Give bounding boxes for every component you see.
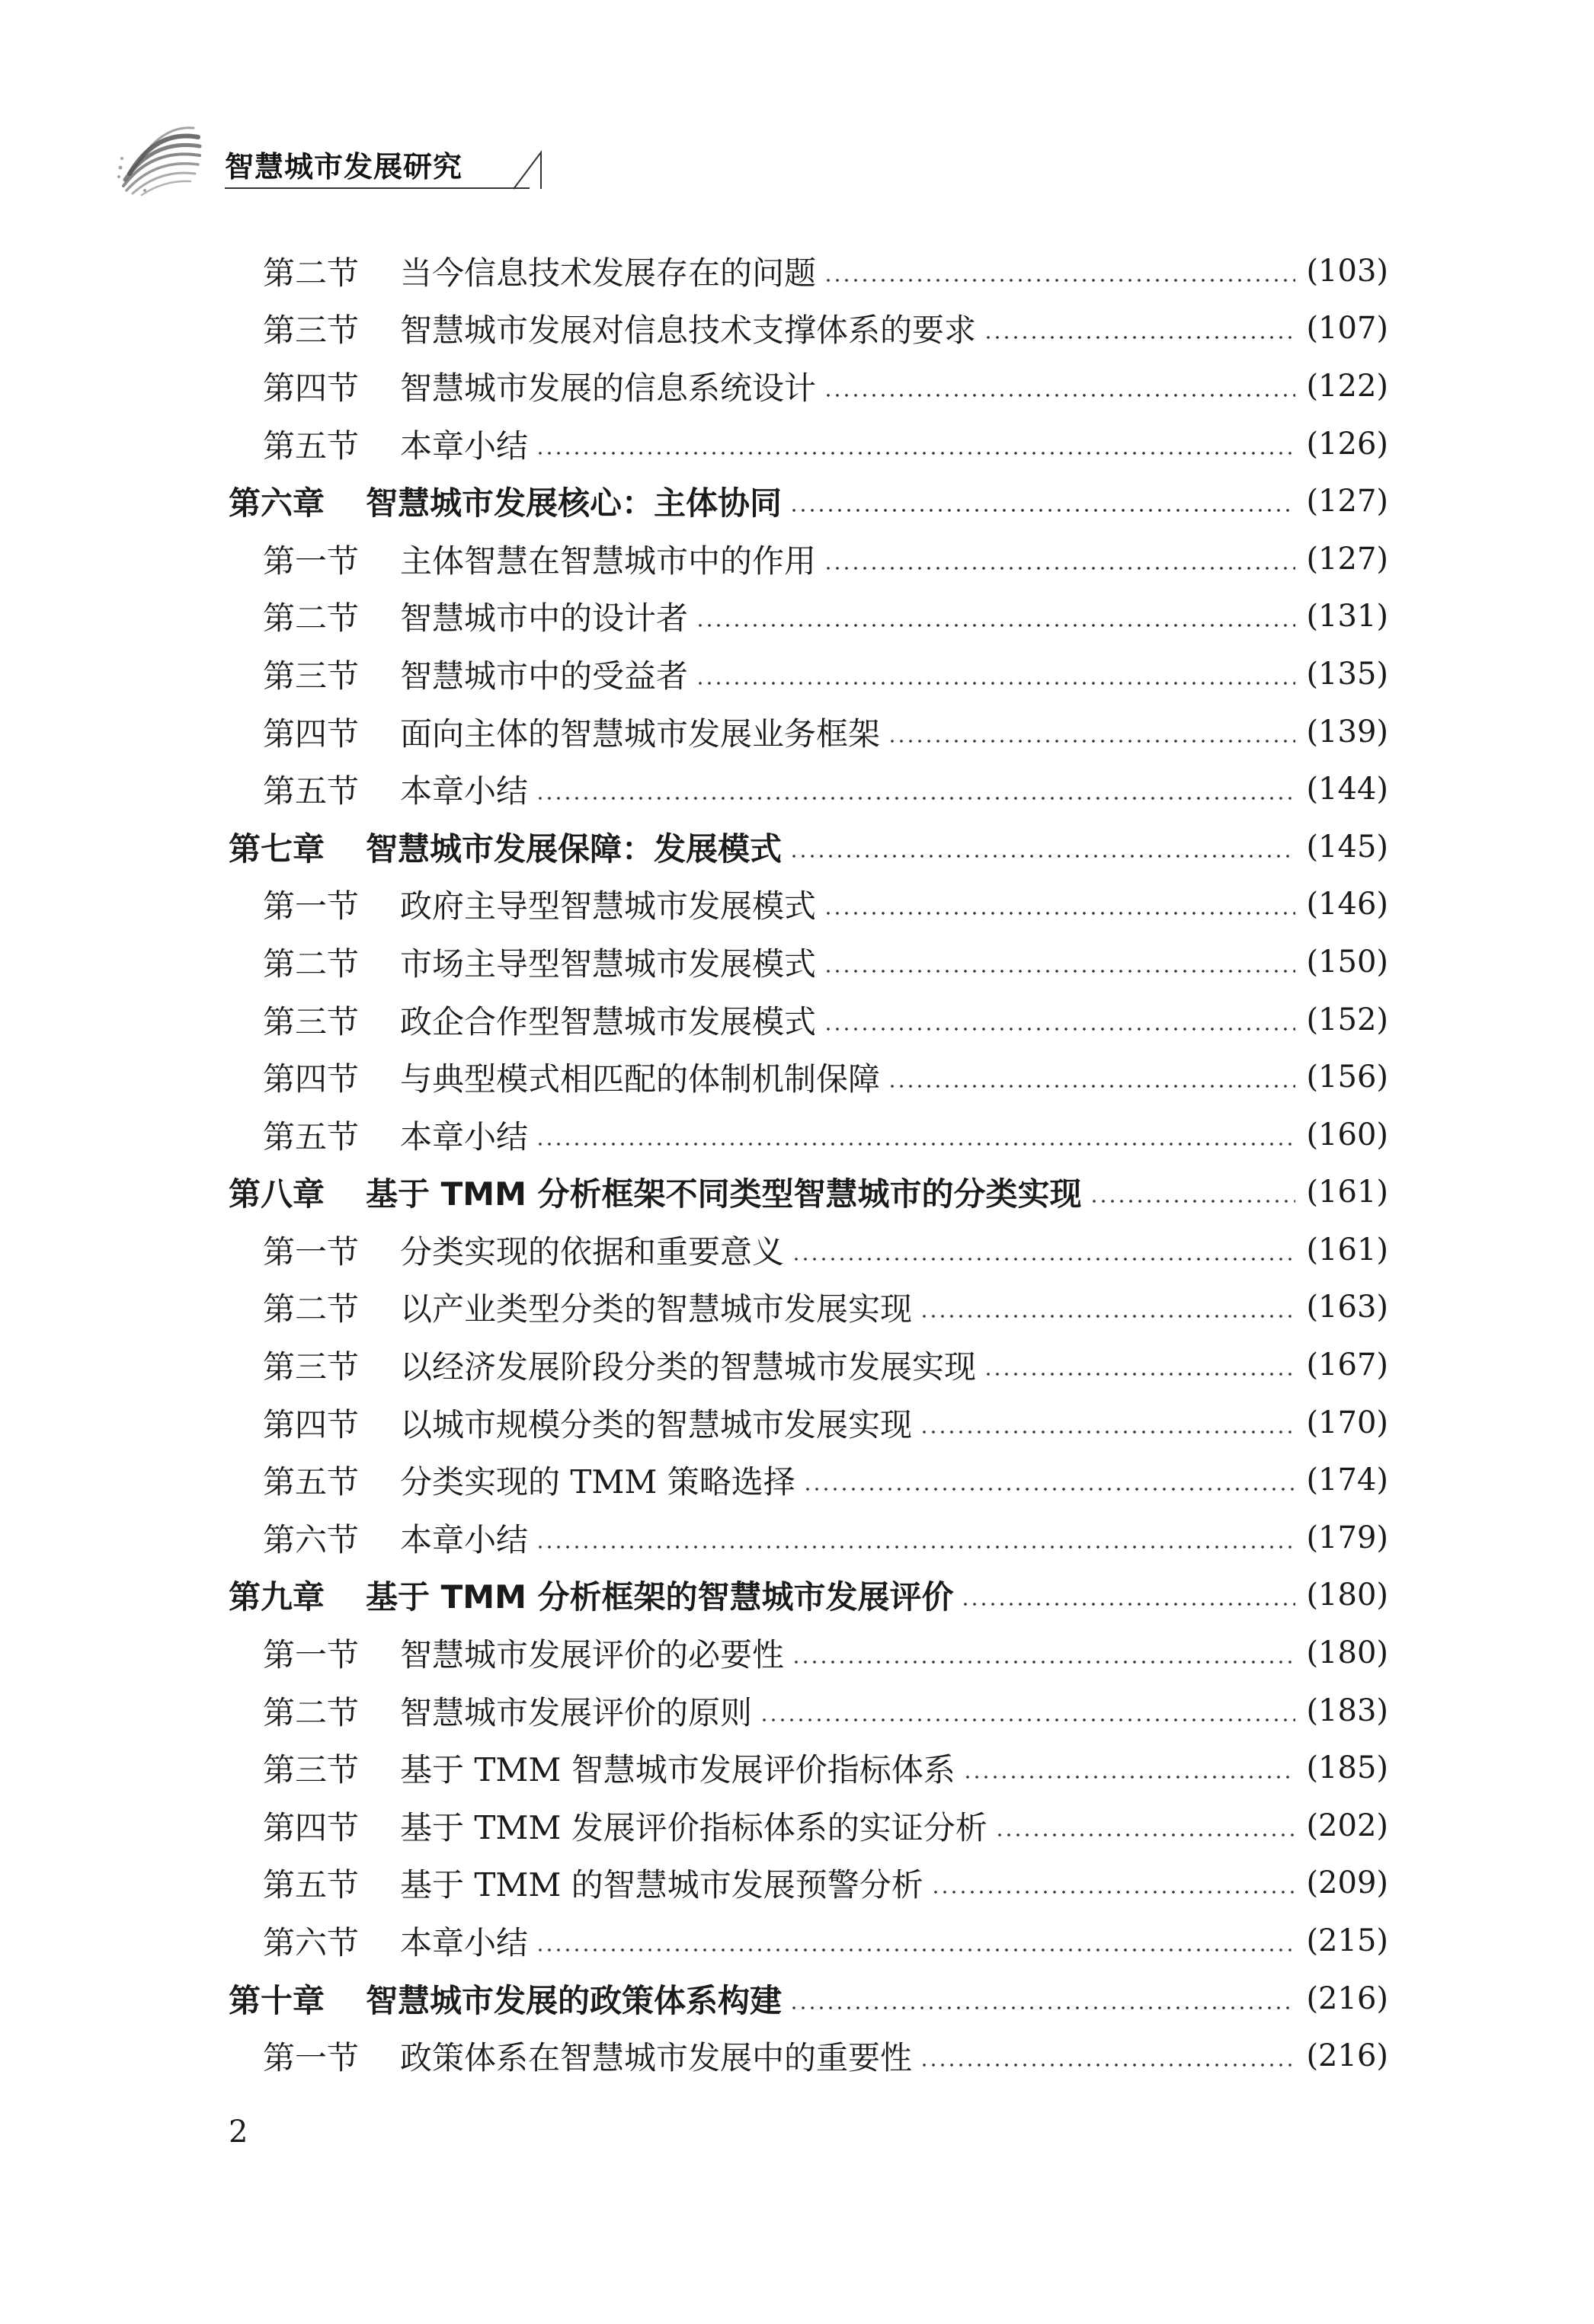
toc-entry-title: 智慧城市发展的政策体系构建 [366, 1981, 783, 2019]
toc-section-entry [229, 1855, 1388, 1913]
dot-leader [931, 1890, 1295, 1894]
toc-entry-page: (170) [1306, 1405, 1388, 1440]
dot-leader [536, 451, 1295, 456]
toc-entry-title: 政策体系在智慧城市发展中的重要性 [400, 2039, 913, 2077]
toc-entry-title: 分类实现的依据和重要意义 [400, 1232, 785, 1271]
toc-entry-page: (209) [1306, 1865, 1388, 1901]
swirl-logo-icon [114, 114, 206, 198]
toc-entry-title: 本章小结 [400, 427, 529, 465]
toc-entry-title: 市场主导型智慧城市发展模式 [400, 945, 817, 983]
toc-chapter-entry [229, 472, 1388, 530]
toc-entry-page: (174) [1306, 1462, 1388, 1498]
toc-entry-number: 第一节 [263, 1636, 360, 1674]
toc-entry-number: 第三节 [263, 1348, 360, 1386]
toc-entry-number: 第三节 [263, 1002, 360, 1041]
toc-section-entry [229, 1451, 1388, 1509]
toc-section-entry [229, 1739, 1388, 1797]
toc-entry-page: (215) [1306, 1923, 1388, 1959]
toc-section-entry [229, 2027, 1388, 2085]
toc-entry-page: (131) [1306, 599, 1388, 635]
toc-entry-title: 本章小结 [400, 1117, 529, 1156]
toc-entry-title: 以城市规模分类的智慧城市发展实现 [400, 1405, 913, 1443]
toc-entry-title: 智慧城市中的受益者 [400, 657, 689, 695]
toc-entry-title: 主体智慧在智慧城市中的作用 [400, 542, 817, 580]
toc-section-entry [229, 1336, 1388, 1394]
toc-entry-number: 第六节 [263, 1924, 360, 1962]
toc-entry-page: (160) [1306, 1117, 1388, 1152]
toc-entry-number: 第五节 [263, 1117, 360, 1156]
toc-entry-number: 第三节 [263, 312, 360, 350]
toc-chapter-entry [229, 818, 1388, 876]
toc-entry-title: 基于 TMM 的智慧城市发展预警分析 [400, 1866, 923, 1904]
toc-entry-number: 第五节 [263, 1866, 360, 1904]
toc-entry-page: (152) [1306, 1002, 1388, 1037]
toc-entry-number: 第九章 [229, 1578, 325, 1616]
dot-leader [792, 1257, 1295, 1261]
toc-entry-number: 第四节 [263, 369, 360, 407]
toc-section-entry [229, 588, 1388, 646]
toc-entry-page: (202) [1306, 1808, 1388, 1843]
toc-entry-number: 第六章 [229, 484, 325, 523]
dot-leader [920, 1430, 1295, 1434]
toc-entry-number: 第五节 [263, 1463, 360, 1501]
toc-section-entry [229, 876, 1388, 934]
dot-leader [961, 1602, 1295, 1606]
toc-entry-number: 第二节 [263, 1693, 360, 1731]
dot-leader [824, 566, 1295, 571]
toc-entry-page: (183) [1306, 1693, 1388, 1728]
toc-entry-title: 智慧城市发展评价的原则 [400, 1693, 753, 1731]
toc-entry-title: 本章小结 [400, 772, 529, 810]
toc-entry-page: (163) [1306, 1290, 1388, 1325]
toc-entry-title: 与典型模式相匹配的体制机制保障 [400, 1060, 881, 1098]
toc-entry-page: (127) [1306, 541, 1388, 577]
dot-leader [995, 1833, 1295, 1837]
dot-leader [920, 2063, 1295, 2067]
toc-section-entry [229, 1221, 1388, 1279]
toc-section-entry [229, 703, 1388, 761]
toc-entry-number: 第二节 [263, 254, 360, 292]
toc-entry-title: 政企合作型智慧城市发展模式 [400, 1002, 817, 1041]
toc-section-entry [229, 300, 1388, 358]
dot-leader [888, 1084, 1295, 1088]
toc-chapter-entry [229, 1164, 1388, 1222]
toc-entry-page: (180) [1306, 1578, 1388, 1613]
toc-entry-number: 第七章 [229, 830, 325, 868]
toc-chapter-entry [229, 1970, 1388, 2028]
toc-entry-page: (179) [1306, 1520, 1388, 1555]
toc-section-entry [229, 1279, 1388, 1337]
dot-leader [824, 278, 1295, 283]
toc-entry-number: 第一节 [263, 1232, 360, 1271]
dot-leader [888, 739, 1295, 743]
toc-entry-number: 第一节 [263, 542, 360, 580]
running-header [114, 114, 541, 198]
toc-section-entry [229, 1912, 1388, 1970]
toc-section-entry [229, 1624, 1388, 1682]
toc-section-entry [229, 933, 1388, 991]
toc-entry-number: 第三节 [263, 1751, 360, 1789]
dot-leader [920, 1314, 1295, 1319]
toc-entry-page: (144) [1306, 772, 1388, 807]
dot-leader [536, 796, 1295, 801]
toc-entry-page: (122) [1306, 368, 1388, 404]
toc-entry-page: (107) [1306, 311, 1388, 347]
toc-entry-number: 第四节 [263, 1060, 360, 1098]
toc-entry-page: (126) [1306, 426, 1388, 462]
toc-entry-page: (103) [1306, 253, 1388, 289]
toc-entry-page: (156) [1306, 1060, 1388, 1095]
toc-section-entry [229, 1394, 1388, 1452]
toc-entry-page: (127) [1306, 484, 1388, 519]
dot-leader [792, 1660, 1295, 1664]
toc-section-entry [229, 530, 1388, 588]
dot-leader [789, 2006, 1295, 2010]
toc-entry-page: (161) [1306, 1175, 1388, 1210]
dot-leader [536, 1142, 1295, 1146]
toc-entry-title: 分类实现的 TMM 策略选择 [400, 1463, 795, 1501]
toc-entry-title: 当今信息技术发展存在的问题 [400, 254, 817, 292]
toc-entry-title: 智慧城市中的设计者 [400, 599, 689, 638]
toc-section-entry [229, 357, 1388, 415]
toc-entry-number: 第二节 [263, 599, 360, 638]
dot-leader [760, 1718, 1295, 1722]
toc-entry-number: 第四节 [263, 1405, 360, 1443]
dot-leader [536, 1948, 1295, 1952]
toc-entry-page: (185) [1306, 1750, 1388, 1786]
toc-entry-number: 第四节 [263, 714, 360, 753]
toc-section-entry [229, 242, 1388, 300]
dot-leader [824, 393, 1295, 398]
toc-entry-title: 智慧城市发展的信息系统设计 [400, 369, 817, 407]
toc-entry-number: 第一节 [263, 2039, 360, 2077]
toc-section-entry [229, 1797, 1388, 1855]
dot-leader [536, 1545, 1295, 1549]
toc-entry-number: 第八章 [229, 1175, 325, 1213]
toc-entry-title: 面向主体的智慧城市发展业务框架 [400, 714, 881, 753]
toc-entry-title: 以经济发展阶段分类的智慧城市发展实现 [400, 1348, 977, 1386]
dot-leader [696, 623, 1295, 628]
toc-chapter-entry [229, 1567, 1388, 1625]
toc-entry-page: (145) [1306, 829, 1388, 865]
dot-leader [803, 1487, 1295, 1491]
toc-entry-number: 第六节 [263, 1520, 360, 1558]
dot-leader [696, 681, 1295, 686]
toc-section-entry [229, 645, 1388, 703]
table-of-contents [229, 242, 1388, 2085]
toc-entry-title: 基于 TMM 智慧城市发展评价指标体系 [400, 1751, 955, 1789]
dot-leader [1090, 1199, 1296, 1204]
toc-entry-title: 本章小结 [400, 1520, 529, 1558]
toc-entry-number: 第五节 [263, 427, 360, 465]
toc-entry-page: (161) [1306, 1232, 1388, 1267]
toc-entry-page: (135) [1306, 656, 1388, 692]
toc-entry-number: 第二节 [263, 1290, 360, 1328]
running-header-title: 智慧城市发展研究 [225, 150, 463, 184]
page-number: 2 [229, 2115, 248, 2150]
dot-leader [963, 1775, 1295, 1779]
toc-entry-title: 本章小结 [400, 1924, 529, 1962]
dot-leader [789, 854, 1295, 858]
dot-leader [984, 1372, 1295, 1376]
toc-entry-title: 智慧城市发展核心：主体协同 [366, 484, 783, 523]
toc-section-entry [229, 1509, 1388, 1567]
toc-entry-title: 基于 TMM 分析框架的智慧城市发展评价 [366, 1578, 954, 1616]
toc-entry-page: (180) [1306, 1635, 1388, 1671]
toc-section-entry [229, 760, 1388, 818]
toc-section-entry [229, 415, 1388, 473]
toc-entry-page: (167) [1306, 1347, 1388, 1383]
dot-leader [824, 969, 1295, 973]
dot-leader [984, 335, 1295, 340]
toc-entry-number: 第一节 [263, 887, 360, 925]
header-rule [225, 187, 530, 189]
dot-leader [789, 508, 1295, 513]
toc-entry-title: 以产业类型分类的智慧城市发展实现 [400, 1290, 913, 1328]
toc-entry-number: 第二节 [263, 945, 360, 983]
toc-entry-title: 智慧城市发展对信息技术支撑体系的要求 [400, 312, 977, 350]
toc-entry-page: (216) [1306, 2038, 1388, 2074]
toc-entry-title: 基于 TMM 发展评价指标体系的实证分析 [400, 1808, 987, 1846]
toc-section-entry [229, 1048, 1388, 1106]
toc-entry-number: 第五节 [263, 772, 360, 810]
toc-entry-page: (146) [1306, 887, 1388, 922]
toc-entry-page: (216) [1306, 1980, 1388, 2016]
dot-leader [824, 911, 1295, 916]
toc-entry-number: 第十章 [229, 1981, 325, 2019]
header-slash-mark [511, 145, 556, 190]
toc-entry-number: 第四节 [263, 1808, 360, 1846]
toc-entry-title: 智慧城市发展保障：发展模式 [366, 830, 783, 868]
toc-section-entry [229, 991, 1388, 1049]
toc-entry-title: 智慧城市发展评价的必要性 [400, 1636, 785, 1674]
toc-entry-title: 政府主导型智慧城市发展模式 [400, 887, 817, 925]
toc-section-entry [229, 1682, 1388, 1740]
toc-entry-title: 基于 TMM 分析框架不同类型智慧城市的分类实现 [366, 1175, 1082, 1213]
toc-section-entry [229, 1106, 1388, 1164]
toc-entry-number: 第三节 [263, 657, 360, 695]
toc-entry-page: (150) [1306, 944, 1388, 980]
toc-entry-page: (139) [1306, 714, 1388, 750]
dot-leader [824, 1027, 1295, 1031]
